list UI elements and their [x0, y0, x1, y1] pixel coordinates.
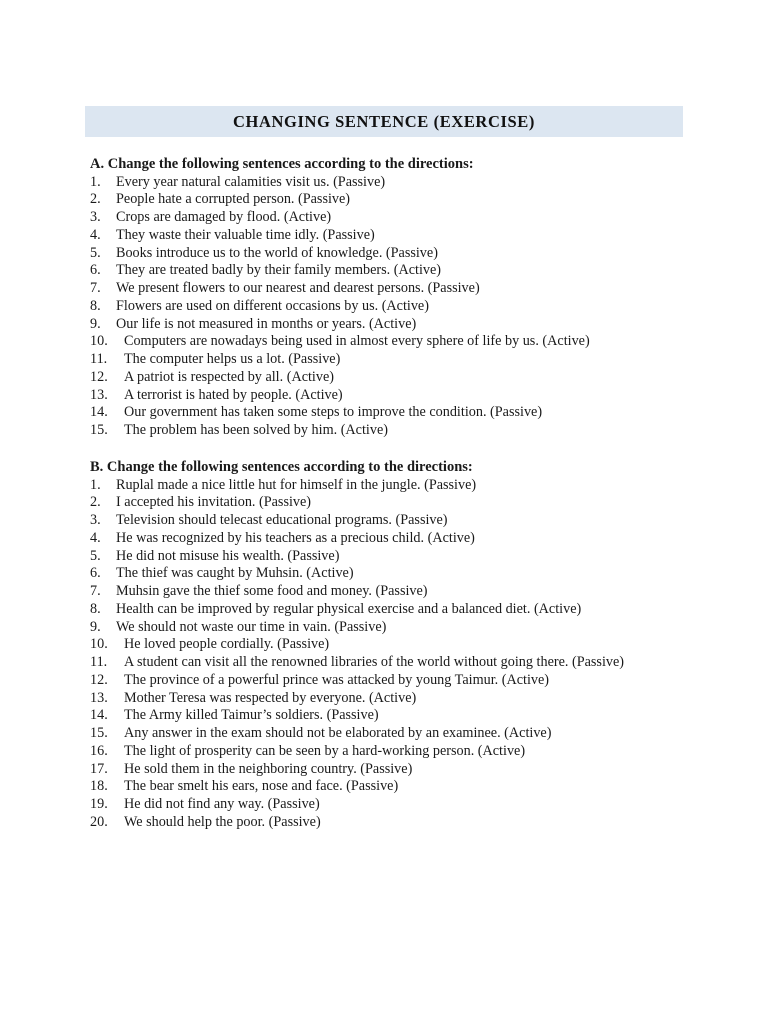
list-item — [90, 530, 624, 548]
item-number: 20. — [90, 813, 108, 830]
list-item — [90, 477, 624, 495]
section-a-list — [90, 174, 590, 440]
item-number: 3. — [90, 512, 101, 529]
item-number: 14. — [90, 404, 108, 421]
item-text: I accepted his invitation. (Passive) — [116, 494, 312, 511]
list-item — [90, 404, 590, 422]
item-number: 9. — [90, 315, 101, 332]
item-number: 16. — [90, 742, 108, 759]
list-item — [90, 369, 590, 387]
list-item — [90, 796, 624, 814]
item-number: 5. — [90, 244, 101, 261]
list-item — [90, 298, 590, 316]
section-b-list — [90, 477, 624, 832]
item-text: He did not find any way. (Passive) — [124, 796, 320, 813]
item-number: 17. — [90, 760, 108, 777]
list-item — [90, 707, 624, 725]
list-item — [90, 351, 590, 369]
item-number: 12. — [90, 368, 108, 385]
item-number: 11. — [90, 654, 108, 671]
item-number: 10. — [90, 333, 108, 350]
list-item — [90, 227, 590, 245]
item-text: Our life is not measured in months or years. (Active) — [116, 315, 417, 332]
item-text: A terrorist is hated by people. (Active) — [124, 386, 343, 403]
item-number: 1. — [90, 476, 101, 493]
item-number: 9. — [90, 618, 101, 635]
item-text: The Army killed Taimur’s soldiers. (Passive) — [124, 707, 379, 724]
section-b-heading: B. Change the following sentences according to the directions: — [90, 459, 473, 475]
list-item — [90, 814, 624, 832]
item-text: He was recognized by his teachers as a precious child. (Active) — [116, 529, 475, 546]
list-item — [90, 548, 624, 566]
item-number: 6. — [90, 565, 101, 582]
item-number: 2. — [90, 191, 101, 208]
list-item — [90, 583, 624, 601]
list-item — [90, 601, 624, 619]
item-number: 19. — [90, 796, 108, 813]
item-text: We should help the poor. (Passive) — [124, 813, 321, 830]
item-text: The thief was caught by Muhsin. (Active) — [116, 565, 354, 582]
item-number: 15. — [90, 725, 108, 742]
list-item — [90, 565, 624, 583]
list-item — [90, 654, 624, 672]
item-text: They are treated badly by their family members. (Active) — [116, 262, 441, 279]
list-item — [90, 174, 590, 192]
item-number: 2. — [90, 494, 101, 511]
item-text: Health can be improved by regular physical exercise and a balanced diet. (Active) — [116, 600, 582, 617]
item-number: 1. — [90, 173, 101, 190]
list-item — [90, 245, 590, 263]
item-text: He did not misuse his wealth. (Passive) — [116, 547, 340, 564]
list-item — [90, 494, 624, 512]
item-text: Mother Teresa was respected by everyone. (Active) — [124, 689, 417, 706]
item-number: 8. — [90, 297, 101, 314]
item-text: Computers are nowadays being used in almost every sphere of life by us. (Active) — [124, 333, 590, 350]
list-item — [90, 743, 624, 761]
item-number: 4. — [90, 226, 101, 243]
item-number: 5. — [90, 547, 101, 564]
item-number: 13. — [90, 689, 108, 706]
item-text: The problem has been solved by him. (Active) — [124, 422, 388, 439]
list-item — [90, 512, 624, 530]
item-number: 13. — [90, 386, 108, 403]
list-item — [90, 619, 624, 637]
section-a — [90, 156, 590, 440]
item-number: 4. — [90, 529, 101, 546]
list-item — [90, 725, 624, 743]
section-b — [90, 459, 624, 832]
item-text: Books introduce us to the world of knowledge. (Passive) — [116, 244, 438, 261]
list-item — [90, 672, 624, 690]
page-title: CHANGING SENTENCE (EXERCISE) — [233, 111, 535, 131]
item-number: 12. — [90, 671, 108, 688]
item-number: 6. — [90, 262, 101, 279]
item-text: A student can visit all the renowned libraries of the world without going there. (Passive) — [124, 654, 624, 671]
item-number: 8. — [90, 600, 101, 617]
item-number: 14. — [90, 707, 108, 724]
item-text: Our government has taken some steps to improve the condition. (Passive) — [124, 404, 543, 421]
item-number: 3. — [90, 209, 101, 226]
item-text: Any answer in the exam should not be elaborated by an examinee. (Active) — [124, 725, 552, 742]
item-text: People hate a corrupted person. (Passive) — [116, 191, 351, 208]
list-item — [90, 690, 624, 708]
list-item — [90, 280, 590, 298]
item-text: They waste their valuable time idly. (Passive) — [116, 226, 375, 243]
item-text: Flowers are used on different occasions by us. (Active) — [116, 297, 429, 314]
item-text: We should not waste our time in vain. (Passive) — [116, 618, 387, 635]
item-text: Crops are damaged by flood. (Active) — [116, 209, 332, 226]
list-item — [90, 316, 590, 334]
item-number: 7. — [90, 583, 101, 600]
item-text: Ruplal made a nice little hut for himself in the jungle. (Passive) — [116, 476, 477, 493]
item-text: Television should telecast educational programs. (Passive) — [116, 512, 448, 529]
item-text: Every year natural calamities visit us. (Passive) — [116, 173, 386, 190]
item-number: 15. — [90, 422, 108, 439]
item-number: 7. — [90, 280, 101, 297]
list-item — [90, 209, 590, 227]
list-item — [90, 636, 624, 654]
item-text: We present flowers to our nearest and dearest persons. (Passive) — [116, 280, 480, 297]
section-a-heading: A. Change the following sentences according to the directions: — [90, 156, 474, 172]
item-number: 11. — [90, 351, 108, 368]
list-item — [90, 422, 590, 440]
item-text: He loved people cordially. (Passive) — [124, 636, 330, 653]
item-text: The light of prosperity can be seen by a hard-working person. (Active) — [124, 742, 526, 759]
title-bar — [85, 106, 683, 137]
list-item — [90, 333, 590, 351]
item-number: 10. — [90, 636, 108, 653]
item-text: A patriot is respected by all. (Active) — [124, 368, 334, 385]
list-item — [90, 761, 624, 779]
list-item — [90, 778, 624, 796]
item-text: The province of a powerful prince was attacked by young Taimur. (Active) — [124, 671, 550, 688]
item-number: 18. — [90, 778, 108, 795]
item-text: The computer helps us a lot. (Passive) — [124, 351, 341, 368]
list-item — [90, 191, 590, 209]
list-item — [90, 262, 590, 280]
item-text: He sold them in the neighboring country. (Passive) — [124, 760, 413, 777]
item-text: The bear smelt his ears, nose and face. (Passive) — [124, 778, 399, 795]
item-text: Muhsin gave the thief some food and money. (Passive) — [116, 583, 428, 600]
list-item — [90, 387, 590, 405]
